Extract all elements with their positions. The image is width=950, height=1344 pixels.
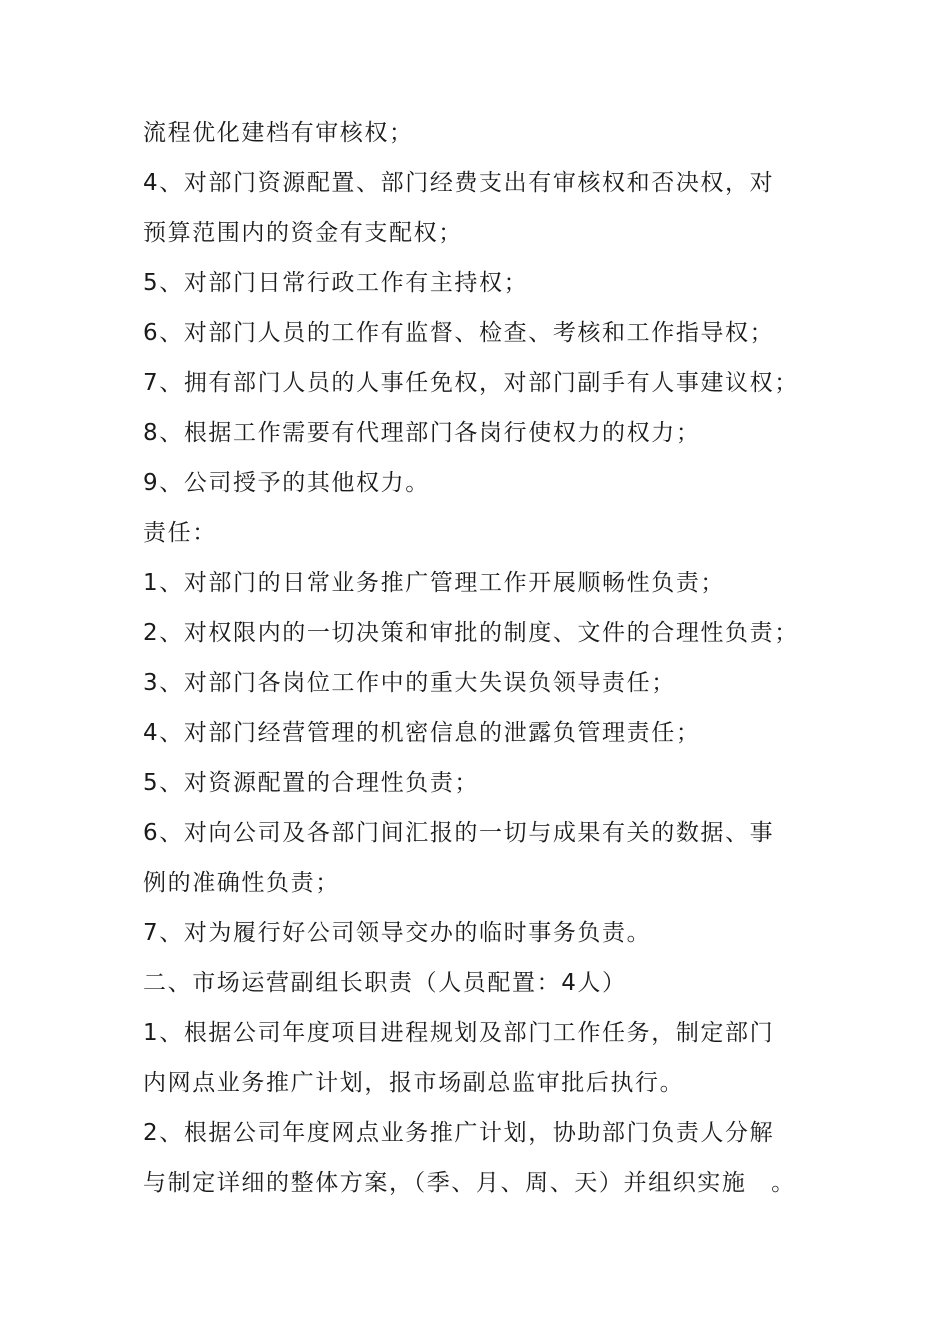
- document-body: [143, 108, 813, 1208]
- text-line: 内网点业务推广计划，报市场副总监审批后执行。: [143, 1070, 685, 1096]
- text-line: 7、拥有部门人员的人事任免权，对部门副手有人事建议权；: [143, 370, 799, 396]
- text-line: 1、对部门的日常业务推广管理工作开展顺畅性负责；: [143, 570, 726, 596]
- text-line: 与制定详细的整体方案，（季、月、周、天）并组织实施 。: [143, 1170, 796, 1196]
- text-line: 3、对部门各岗位工作中的重大失误负领导责任；: [143, 670, 676, 696]
- text-line: 5、对部门日常行政工作有主持权；: [143, 270, 529, 296]
- text-line: 预算范围内的资金有支配权；: [143, 220, 463, 246]
- text-line: 4、对部门经营管理的机密信息的泄露负管理责任；: [143, 720, 701, 746]
- text-line: 6、对向公司及各部门间汇报的一切与成果有关的数据、事: [143, 820, 775, 846]
- text-line: 2、对权限内的一切决策和审批的制度、文件的合理性负责；: [143, 620, 799, 646]
- text-line: 流程优化建档有审核权；: [143, 120, 414, 146]
- text-line: 1、根据公司年度项目进程规划及部门工作任务，制定部门: [143, 1020, 775, 1046]
- text-line: 9、公司授予的其他权力。: [143, 470, 430, 496]
- text-line: 例的准确性负责；: [143, 870, 340, 896]
- section-heading: 责任：: [143, 520, 217, 546]
- text-line: 6、对部门人员的工作有监督、检查、考核和工作指导权；: [143, 320, 775, 346]
- text-line: 4、对部门资源配置、部门经费支出有审核权和否决权，对: [143, 170, 775, 196]
- text-line: 7、对为履行好公司领导交办的临时事务负责。: [143, 920, 652, 946]
- text-line: 5、对资源配置的合理性负责；: [143, 770, 480, 796]
- text-line: 2、根据公司年度网点业务推广计划，协助部门负责人分解: [143, 1120, 775, 1146]
- text-line: 8、根据工作需要有代理部门各岗行使权力的权力；: [143, 420, 701, 446]
- section-heading: 二、市场运营副组长职责（人员配置：4人）: [143, 970, 627, 996]
